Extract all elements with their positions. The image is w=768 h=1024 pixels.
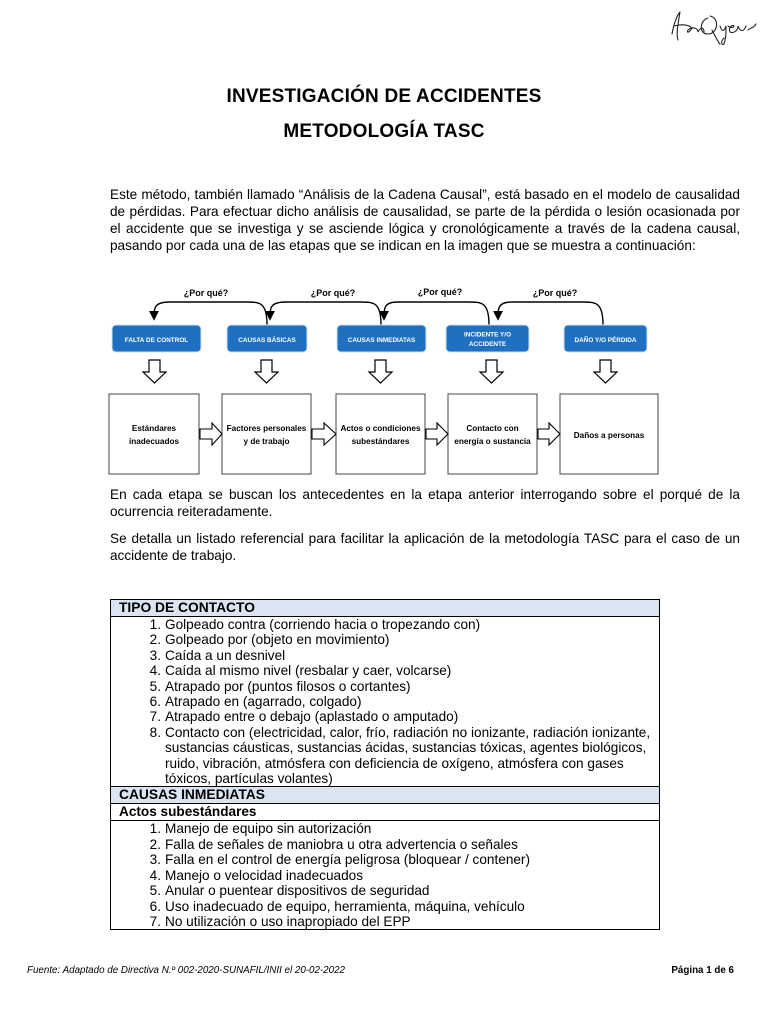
stage-box-3-line2: subestándares [351,437,410,446]
right-arrow-icon [538,423,560,445]
stage-box-4-line2: energía o sustancia [454,437,531,446]
stage-header-1 [112,325,201,352]
right-arrow-icon [426,423,448,445]
list-item-number: 6. [149,694,161,710]
list-item-number: 7. [149,913,161,929]
list-item [111,648,659,663]
list-item [111,868,659,883]
stage-header-2 [227,325,307,352]
list-item-number: 2. [149,632,161,648]
substandard-acts-subheader: Actos subestándares [111,804,659,821]
footer-source: Fuente: Adaptado de Directiva N.º 002-2020-SUNAFIL/INII el 20-02-2022 [27,965,345,976]
stage-box-2-line1: Factores personales [226,424,307,433]
why-arrow-3 [384,302,489,325]
down-arrow-icon [369,360,392,383]
list-item-text: Contacto con (electricidad, calor, frío, radiación no ionizante, radiación ionizante, sustancias cáusticas, sustancias ácidas, sustancias tóxicas, agentes biológicos, ruido, vibración, atmósfera con deficiencia de oxígeno, atmósfera con gases tóxicos, partículas volantes) [165,724,651,787]
list-item [111,632,659,647]
stage-box-3 [336,394,425,474]
why-label-3: ¿Por qué? [417,287,463,297]
stage-box-4 [448,394,537,474]
stage-header-4 [446,325,529,352]
list-item-text: Golpeado contra (corriendo hacia o tropezando con) [165,617,481,632]
list-item-number: 7. [149,709,161,725]
why-arrow-2 [270,302,381,325]
list-item [111,709,659,724]
contact-type-list [111,617,659,787]
stage-search-paragraph: En cada etapa se buscan los antecedentes en la etapa anterior interrogando sobre el porqué de la ocurrencia reiteradamente. [110,487,740,519]
list-item-number: 4. [149,867,161,883]
stage-header-3 [337,325,426,352]
down-arrows [143,360,617,383]
list-item [111,899,659,914]
list-item [111,914,659,929]
svg-text:ACCIDENTE: ACCIDENTE [468,341,507,348]
intro-paragraph: Este método, también llamado “Análisis de la Cadena Causal”, está basado en el modelo de causalidad de pérdidas. Para efectuar dicho análisis de causalidad, se parte de la pérdida o lesión ocasionada por el accidente que se investiga y se asciende lógica y cronológicamente a través de la cadena causal, pasando por cada una de las etapas que se indican en la imagen que se muestra a continuación: [110,187,740,253]
list-item-text: Caída a un desnivel [165,647,286,663]
list-item-text: Falla en el control de energía peligrosa (bloquear / contener) [165,852,530,868]
list-item-text: Falla de señales de maniobra u otra advertencia o señales [165,836,518,852]
list-item [111,694,659,709]
stage-box-1-line1: Estándares [131,424,177,433]
list-item-text: Caída al mismo nivel (resbalar y caer, volcarse) [165,663,452,679]
list-item-number: 8. [149,724,161,740]
stage-header-5 [564,325,647,352]
immediate-causes-header: CAUSAS INMEDIATAS [111,787,659,804]
stage-box-5-line1: Daños a personas [573,431,645,440]
list-item-text: Atrapado en (agarrado, colgado) [165,694,362,710]
substandard-acts-list [111,821,659,929]
stage-box-1 [109,394,199,474]
tasc-table [110,599,660,930]
stage-box-2 [222,394,311,474]
contact-type-header: TIPO DE CONTACTO [111,600,659,617]
list-item-text: Atrapado entre o debajo (aplastado o amputado) [165,709,459,725]
list-item-text: Manejo de equipo sin autorización [165,821,372,837]
list-item-text: No utilización o uso inapropiado del EPP [165,913,411,929]
list-item-number: 3. [149,647,161,663]
svg-text:CAUSAS INMEDIATAS: CAUSAS INMEDIATAS [347,337,416,344]
why-arrows [154,302,603,325]
why-label-1: ¿Por qué? [183,288,229,298]
list-item-text: Anular o puentear dispositivos de seguridad [165,883,430,899]
down-arrow-icon [480,360,503,383]
right-arrow-icon [200,423,222,445]
down-arrow-icon [143,360,166,383]
list-item-number: 5. [149,883,161,899]
why-arrow-1 [154,302,267,325]
down-arrow-icon [255,360,278,383]
list-item [111,679,659,694]
stage-box-1-line2: inadecuados [128,437,180,446]
list-item-number: 1. [149,617,161,632]
list-item [111,837,659,852]
list-item-number: 1. [149,821,161,837]
list-item-text: Manejo o velocidad inadecuados [165,867,364,883]
list-item-number: 5. [149,678,161,694]
svg-text:CAUSAS BÁSICAS: CAUSAS BÁSICAS [238,337,296,344]
handwritten-signature [664,4,760,48]
footer-page-number: Página 1 de 6 [671,965,734,976]
stage-box-3-line1: Actos o condiciones [340,424,421,433]
list-item-number: 4. [149,663,161,679]
why-label-4: ¿Por qué? [532,288,578,298]
svg-text:DAÑO Y/O PÉRDIDA: DAÑO Y/O PÉRDIDA [574,337,637,344]
list-item-text: Atrapado por (puntos filosos o cortantes) [165,678,411,694]
list-intro-paragraph: Se detalla un listado referencial para facilitar la aplicación de la metodología TASC para el caso de un accidente de trabajo. [110,531,740,563]
list-item [111,663,659,678]
list-item-number: 2. [149,836,161,852]
stage-box-4-line1: Contacto con [466,424,519,433]
list-item [111,821,659,836]
svg-text:FALTA DE CONTROL: FALTA DE CONTROL [124,337,189,344]
svg-text:INCIDENTE Y/O: INCIDENTE Y/O [463,331,512,339]
stage-box-2-line2: y de trabajo [243,437,290,446]
document-title: INVESTIGACIÓN DE ACCIDENTES [226,86,542,107]
causal-chain-diagram [100,280,670,480]
document-subtitle: METODOLOGÍA TASC [283,121,485,142]
list-item-text: Golpeado por (objeto en movimiento) [165,632,390,648]
list-item [111,883,659,898]
right-arrow-icon [312,423,336,445]
list-item [111,725,659,787]
why-arrow-4 [498,302,603,325]
list-item-number: 3. [149,852,161,868]
list-item-number: 6. [149,898,161,914]
list-item [111,852,659,867]
list-item [111,617,659,632]
down-arrow-icon [594,360,617,383]
list-item-text: Uso inadecuado de equipo, herramienta, máquina, vehículo [165,898,525,914]
why-label-2: ¿Por qué? [310,288,356,298]
